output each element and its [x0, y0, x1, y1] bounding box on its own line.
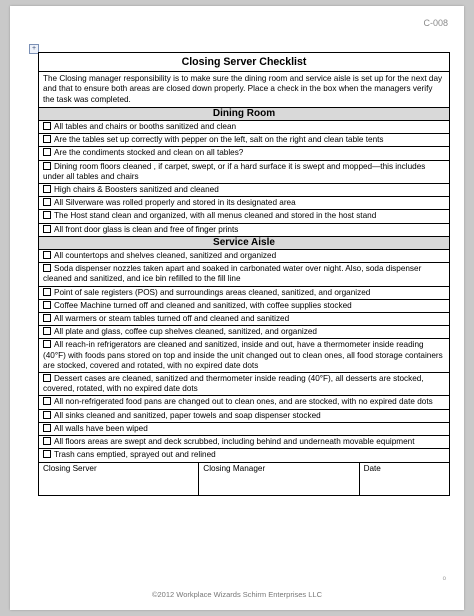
section-header-row: [39, 236, 450, 249]
checklist-item-row: [39, 147, 450, 160]
checklist-item: [39, 210, 450, 223]
checkbox[interactable]: [43, 225, 51, 233]
checklist-item-text: Dining room floors cleaned , if carpet, swept, or if a hard surface it is swept and mopped—this includes under all tables and chairs: [43, 161, 426, 181]
checklist-item-text: Are the condiments stocked and clean on all tables?: [54, 148, 244, 158]
checklist-item-text: All non-refrigerated food pans are changed out to clean ones, and are stocked, with no expired date dots: [54, 397, 433, 407]
checkbox[interactable]: [43, 135, 51, 143]
checkbox[interactable]: [43, 374, 51, 382]
checklist-item-row: [39, 396, 450, 409]
checklist-item-row: [39, 263, 450, 286]
title-row: [39, 53, 450, 72]
checklist-item: [39, 422, 450, 435]
checkbox[interactable]: [43, 397, 51, 405]
table-move-handle-icon[interactable]: +: [29, 44, 39, 54]
checklist-item: [39, 147, 450, 160]
checklist-item-row: [39, 422, 450, 435]
intro-text: The Closing manager responsibility is to make sure the dining room and service aisle is set up for the next day and that to ensure both areas are closed down properly. Place a check in the box when the managers verify the task was completed.: [39, 72, 450, 108]
checkbox[interactable]: [43, 264, 51, 272]
checklist-item-text: Point of sale registers (POS) and surroundings areas cleaned, sanitized, and organized: [54, 287, 371, 297]
checklist-item-row: [39, 160, 450, 183]
checklist-item-text: The Host stand clean and organized, with all menus cleaned and stored in the host stand: [54, 211, 377, 221]
closing-server-field[interactable]: Closing Server: [39, 462, 199, 495]
checkbox[interactable]: [43, 340, 51, 348]
checkbox[interactable]: [43, 437, 51, 445]
checklist-item: [39, 449, 450, 462]
checkbox[interactable]: [43, 301, 51, 309]
checkbox[interactable]: [43, 162, 51, 170]
checklist-item-row: [39, 223, 450, 236]
section-heading: Dining Room: [39, 107, 450, 120]
checklist-item-row: [39, 250, 450, 263]
checklist-item: [39, 160, 450, 183]
checklist-item: [39, 134, 450, 147]
checklist-item-text: All reach-in refrigerators are cleaned and sanitized, inside and out, have a thermometer inside reading (40°F) with foods pans stored on top and inside the unit changed out to clean ones, all food storage containers are stocked, covered and rotated, with no expired date dots: [43, 340, 443, 370]
checklist-item-text: All countertops and shelves cleaned, sanitized and organized: [54, 251, 277, 261]
checklist-item-row: [39, 409, 450, 422]
checklist-item: [39, 263, 450, 286]
checklist-item-text: Coffee Machine turned off and cleaned and sanitized, with coffee supplies stocked: [54, 300, 352, 310]
closing-manager-field[interactable]: Closing Manager: [199, 462, 359, 495]
checkbox[interactable]: [43, 450, 51, 458]
checklist-item: [39, 250, 450, 263]
checklist-item-row: [39, 210, 450, 223]
checklist-item-text: High chairs & Boosters sanitized and cleaned: [54, 185, 219, 195]
intro-row: [39, 72, 450, 108]
checklist-table: [38, 52, 450, 496]
checklist-item-row: [39, 121, 450, 134]
checklist-item-row: [39, 373, 450, 396]
checklist-item-row: [39, 339, 450, 373]
checklist-item: [39, 286, 450, 299]
signature-section: [39, 462, 450, 495]
checklist-item: [39, 409, 450, 422]
signature-row: [39, 462, 450, 495]
checklist-item: [39, 197, 450, 210]
checkbox[interactable]: [43, 327, 51, 335]
date-field[interactable]: Date: [359, 462, 449, 495]
checklist-item: [39, 184, 450, 197]
checklist-item-text: All walls have been wiped: [54, 423, 148, 433]
checklist-item: [39, 373, 450, 396]
document-page: [10, 6, 464, 610]
checklist-item: [39, 436, 450, 449]
checklist-item-row: [39, 197, 450, 210]
checkbox[interactable]: [43, 251, 51, 259]
checklist-item-text: Dessert cases are cleaned, sanitized and thermometer inside reading (40°F), all desserts are stocked, covered, rotated, with no expired date dots: [43, 374, 424, 394]
checklist-item-text: Are the tables set up correctly with pepper on the left, salt on the right and clean table tents: [54, 135, 384, 145]
checklist-body: [39, 53, 450, 463]
checkbox[interactable]: [43, 288, 51, 296]
checklist-item: [39, 299, 450, 312]
checklist-title: Closing Server Checklist: [39, 53, 450, 72]
checklist-item: [39, 326, 450, 339]
checklist-item-text: All tables and chairs or booths sanitized and clean: [54, 122, 237, 132]
checklist-item: [39, 339, 450, 373]
checkbox[interactable]: [43, 198, 51, 206]
checkbox[interactable]: [43, 411, 51, 419]
checklist-item: [39, 313, 450, 326]
checkbox[interactable]: [43, 148, 51, 156]
checklist-item-text: Soda dispenser nozzles taken apart and soaked in carbonated water over night. Also, soda dispenser cleaned and sanitized, and ice bin refilled to the fill line: [43, 264, 422, 284]
section-heading: Service Aisle: [39, 236, 450, 249]
checklist-item: [39, 121, 450, 134]
checklist-item-row: [39, 313, 450, 326]
checkbox[interactable]: [43, 211, 51, 219]
checklist-item-text: All front door glass is clean and free of finger prints: [54, 224, 239, 234]
checkbox[interactable]: [43, 122, 51, 130]
document-code: C-008: [423, 18, 448, 28]
checklist-item-row: [39, 436, 450, 449]
checklist-item-row: [39, 299, 450, 312]
checklist-item-row: [39, 326, 450, 339]
checklist-item-text: All warmers or steam tables turned off and cleaned and sanitized: [54, 314, 290, 324]
corner-mark: o: [442, 576, 446, 582]
checklist-item-text: All Silverware was rolled properly and stored in its designated area: [54, 198, 296, 208]
checkbox[interactable]: [43, 185, 51, 193]
checkbox[interactable]: [43, 314, 51, 322]
checklist-item-text: All floors areas are swept and deck scrubbed, including behind and underneath movable equipment: [54, 437, 415, 447]
checklist-item-text: All sinks cleaned and sanitized, paper towels and soap dispenser stocked: [54, 410, 321, 420]
checklist-item-row: [39, 449, 450, 462]
checklist-item: [39, 223, 450, 236]
checklist-item-row: [39, 286, 450, 299]
checkbox[interactable]: [43, 424, 51, 432]
checklist-item: [39, 396, 450, 409]
checklist-item-text: All plate and glass, coffee cup shelves cleaned, sanitized, and organized: [54, 327, 317, 337]
copyright-footer: ©2012 Workplace Wizards Schirm Enterprises LLC: [151, 590, 323, 599]
section-header-row: [39, 107, 450, 120]
checklist-item-row: [39, 184, 450, 197]
checklist-item-row: [39, 134, 450, 147]
checklist-item-text: Trash cans emptied, sprayed out and relined: [54, 450, 216, 460]
